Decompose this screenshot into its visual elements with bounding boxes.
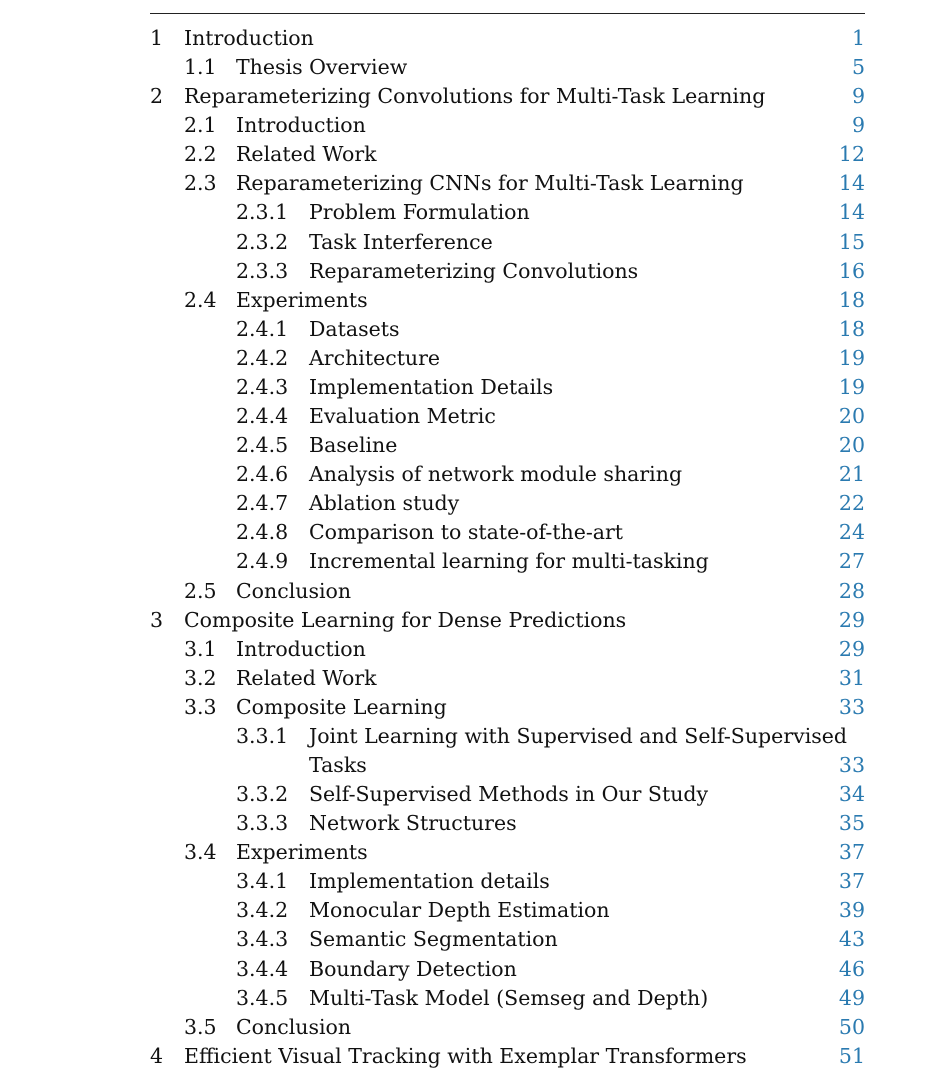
toc-entry-page-number[interactable]: 20 [838, 433, 865, 458]
toc-entry-page-number[interactable]: 19 [838, 345, 865, 370]
toc-entry-number: 2.3.1 [236, 200, 289, 225]
toc-entry[interactable] [0, 577, 937, 606]
toc-entry-title[interactable]: Self-Supervised Methods in Our Study [309, 782, 709, 807]
toc-entry-title[interactable]: Analysis of network module sharing [309, 462, 683, 487]
toc-entry-page-number[interactable]: 12 [838, 142, 865, 167]
toc-entry-number: 3.5 [184, 1014, 217, 1039]
toc-entry-title[interactable]: Introduction [236, 636, 366, 661]
toc-entry-page-number[interactable]: 33 [838, 753, 865, 777]
toc-entry-title[interactable]: Reparameterizing Convolutions [309, 258, 639, 283]
toc-entry-number: 3.4.3 [236, 927, 289, 952]
toc-entry[interactable] [0, 693, 937, 722]
toc-entry-title[interactable]: Architecture [309, 345, 441, 370]
toc-entry[interactable] [0, 344, 937, 373]
toc-entry-title[interactable]: Monocular Depth Estimation [309, 898, 610, 923]
toc-entry-number: 2.4.5 [236, 433, 289, 458]
top-rule [150, 13, 865, 14]
toc-entry[interactable] [0, 24, 937, 53]
toc-entry[interactable] [0, 984, 937, 1013]
toc-entry[interactable] [0, 169, 937, 198]
toc-entry-title[interactable]: Reparameterizing CNNs for Multi-Task Learning [236, 171, 744, 196]
toc-entry[interactable] [0, 460, 937, 489]
toc-entry-number: 2.4.7 [236, 491, 289, 516]
toc-entry-title[interactable]: Related Work [236, 665, 377, 690]
toc-entry-page-number[interactable]: 5 [851, 55, 865, 80]
toc-entry[interactable] [0, 925, 937, 954]
toc-entry-title[interactable]: Datasets [309, 316, 400, 341]
toc-entry-number: 2.4.9 [236, 549, 289, 574]
toc-entry-page-number[interactable]: 24 [838, 520, 865, 545]
toc-entry-title[interactable]: Tasks [309, 753, 367, 777]
toc-entry-page-number[interactable]: 9 [851, 84, 865, 109]
toc-entry[interactable] [0, 53, 937, 82]
toc-entry-page-number[interactable]: 37 [838, 869, 865, 894]
toc-entry-title[interactable]: Comparison to state-of-the-art [309, 520, 624, 545]
toc-entry-number: 2.4.6 [236, 462, 289, 487]
toc-entry-page-number[interactable]: 22 [838, 491, 865, 516]
toc-entry[interactable] [0, 198, 937, 227]
toc-entry-number: 2.5 [184, 578, 217, 603]
toc-entry-title[interactable]: Semantic Segmentation [309, 927, 558, 952]
toc-entry-number: 3.4 [184, 840, 217, 865]
toc-entry[interactable] [0, 955, 937, 984]
toc-entry-title[interactable]: Implementation Details [309, 374, 554, 399]
toc-entry-title[interactable]: Composite Learning [236, 694, 447, 719]
toc-entry-title[interactable]: Introduction [184, 26, 314, 50]
toc-entry[interactable] [0, 1042, 937, 1071]
toc-entry-title[interactable]: Reparameterizing Convolutions for Multi-Task Learning [184, 84, 766, 109]
toc-entry-number: 2 [150, 84, 164, 109]
toc-entry-number: 2.4.2 [236, 345, 289, 370]
toc-entry[interactable] [0, 489, 937, 518]
toc-entry-number: 2.1 [184, 113, 217, 138]
toc-entry[interactable] [0, 838, 937, 867]
toc-entry-title[interactable]: Efficient Visual Tracking with Exemplar Transformers [184, 1043, 747, 1068]
toc-entry-number: 2.4.8 [236, 520, 289, 545]
toc-entry-number: 2.2 [184, 142, 217, 167]
toc-entry-title[interactable]: Experiments [236, 287, 368, 312]
toc-entry[interactable] [0, 722, 937, 751]
toc-entry-page-number[interactable]: 46 [838, 956, 865, 981]
toc-entry-title[interactable]: Baseline [309, 433, 398, 458]
toc-entry-number: 3.4.5 [236, 985, 289, 1010]
toc-entry-page-number[interactable]: 18 [838, 287, 865, 312]
toc-entry[interactable] [0, 257, 937, 286]
toc-entry[interactable] [0, 664, 937, 693]
toc-entry-number: 3.2 [184, 665, 217, 690]
toc-entry-number: 3.3.2 [236, 782, 289, 807]
toc-entry-page-number[interactable]: 28 [838, 578, 865, 603]
toc-entry-number: 2.4.1 [236, 316, 289, 341]
toc-entry-number: 2.3 [184, 171, 217, 196]
toc-entry-page-number[interactable]: 21 [838, 462, 865, 487]
toc-entry[interactable] [0, 867, 937, 896]
toc-entry-page-number[interactable]: 33 [838, 694, 865, 719]
toc-entry-number: 3.3 [184, 694, 217, 719]
toc-entry[interactable] [0, 228, 937, 257]
toc-entry-number: 1.1 [184, 55, 217, 80]
toc-entry-page-number[interactable]: 16 [838, 258, 865, 283]
toc-entry[interactable] [0, 286, 937, 315]
toc-entry-page-number[interactable]: 27 [838, 549, 865, 574]
toc-entry-number: 2.4.4 [236, 404, 289, 429]
toc-entry-page-number[interactable]: 34 [838, 782, 865, 807]
toc-entry-number: 3.3.3 [236, 811, 289, 836]
toc-entry-title[interactable]: Thesis Overview [236, 55, 408, 80]
toc-entry-page-number[interactable]: 18 [838, 316, 865, 341]
toc-entry[interactable] [0, 140, 937, 169]
toc-entry-page-number[interactable]: 43 [838, 927, 865, 952]
toc-entry[interactable] [0, 315, 937, 344]
toc-entry-page-number[interactable]: 31 [838, 665, 865, 690]
toc-entry-number: 2.4 [184, 287, 217, 312]
toc-entry-number: 2.3.3 [236, 258, 289, 283]
toc-entry-title[interactable]: Implementation details [309, 869, 550, 894]
toc-entry-title[interactable]: Introduction [236, 113, 366, 138]
toc-entry[interactable] [0, 635, 937, 664]
toc-entry[interactable] [0, 751, 937, 780]
toc-entry-title[interactable]: Multi-Task Model (Semseg and Depth) [309, 985, 709, 1010]
toc-entry[interactable] [0, 606, 937, 635]
toc-entry-page-number[interactable]: 37 [838, 840, 865, 865]
toc-entry-page-number[interactable]: 51 [838, 1043, 865, 1068]
toc-entry-title[interactable]: Joint Learning with Supervised and Self-Supervised [309, 723, 848, 748]
toc-entry-number: 3.1 [184, 636, 217, 661]
toc-entry[interactable] [0, 82, 937, 111]
toc-entry-page-number[interactable]: 29 [838, 636, 865, 661]
toc-entry-number: 2.4.3 [236, 374, 289, 399]
toc-entry[interactable] [0, 896, 937, 925]
toc-entry-number: 3.3.1 [236, 723, 289, 748]
toc-entry-title[interactable]: Task Interference [309, 229, 493, 254]
toc-entry-page-number[interactable]: 19 [838, 374, 865, 399]
toc-entry-page-number[interactable]: 1 [851, 26, 865, 50]
toc-entry-page-number[interactable]: 9 [851, 113, 865, 138]
toc-entry-page-number[interactable]: 20 [838, 404, 865, 429]
toc-entry-page-number[interactable]: 14 [838, 200, 865, 225]
toc-entry[interactable] [0, 547, 937, 576]
toc-entry-title[interactable]: Ablation study [309, 491, 460, 516]
toc-entry-number: 3 [150, 607, 164, 632]
toc-entry-page-number[interactable]: 15 [838, 229, 865, 254]
toc-entry-title[interactable]: Conclusion [236, 1014, 352, 1039]
toc-entry-title[interactable]: Boundary Detection [309, 956, 517, 981]
toc-entry-number: 1 [150, 26, 164, 50]
toc-entry[interactable] [0, 518, 937, 547]
toc-entry-number: 2.3.2 [236, 229, 289, 254]
toc-entry-title[interactable]: Problem Formulation [309, 200, 530, 225]
toc-entry-title[interactable]: Network Structures [309, 811, 517, 836]
toc-entry-page-number[interactable]: 50 [838, 1014, 865, 1039]
toc-entry-page-number[interactable]: 49 [838, 985, 865, 1010]
toc-entry[interactable] [0, 431, 937, 460]
toc-entry[interactable] [0, 809, 937, 838]
toc-entry[interactable] [0, 1013, 937, 1042]
toc-entry-number: 3.4.1 [236, 869, 289, 894]
toc-entry[interactable] [0, 373, 937, 402]
toc-entry-page-number[interactable]: 29 [838, 607, 865, 632]
toc-entry[interactable] [0, 402, 937, 431]
toc-entry-title[interactable]: Conclusion [236, 578, 352, 603]
toc-entry-number: 3.4.2 [236, 898, 289, 923]
toc-entry-number: 3.4.4 [236, 956, 289, 981]
toc-entry-title[interactable]: Related Work [236, 142, 377, 167]
toc-entry-title[interactable]: Experiments [236, 840, 368, 865]
toc-entry[interactable] [0, 111, 937, 140]
toc-entry-title[interactable]: Evaluation Metric [309, 404, 496, 429]
toc-entry-page-number[interactable]: 14 [838, 171, 865, 196]
toc-entry-title[interactable]: Incremental learning for multi-tasking [309, 549, 709, 574]
toc-entry-page-number[interactable]: 39 [838, 898, 865, 923]
toc-entry[interactable] [0, 780, 937, 809]
toc-entry-page-number[interactable]: 35 [838, 811, 865, 836]
toc-entry-title[interactable]: Composite Learning for Dense Predictions [184, 607, 627, 632]
toc-entry-number: 4 [150, 1043, 164, 1068]
